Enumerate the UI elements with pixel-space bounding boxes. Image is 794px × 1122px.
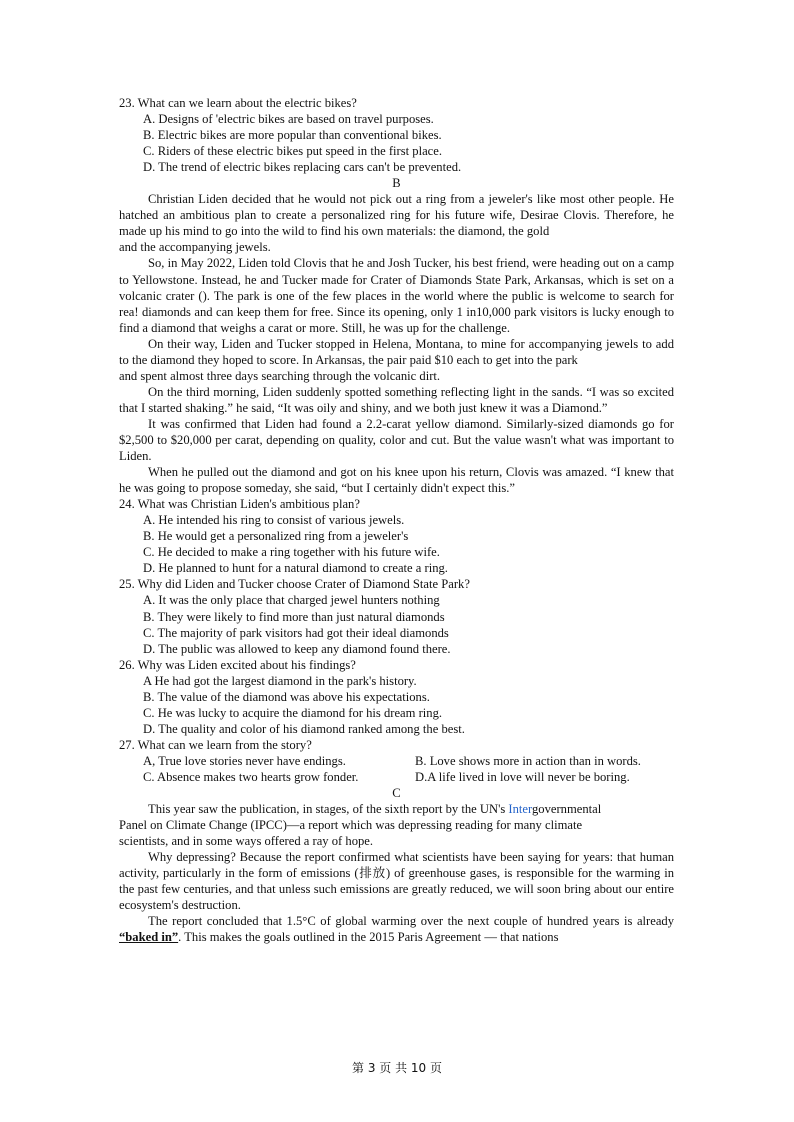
- options-row: [119, 769, 674, 785]
- question-stem: 24. What was Christian Liden's ambitious plan?: [119, 497, 360, 512]
- option-a: A. Designs of 'electric bikes are based on travel purposes.: [143, 112, 434, 127]
- option-c: C. Absence makes two hearts grow fonder.: [143, 769, 359, 784]
- paragraph-continuation: and spent almost three days searching through the volcanic dirt.: [119, 368, 441, 383]
- question-stem: 27. What can we learn from the story?: [119, 737, 312, 752]
- option-b: B. They were likely to find more than just natural diamonds: [143, 609, 445, 624]
- option-a: A, True love stories never have endings.: [143, 753, 346, 768]
- paragraph: [119, 913, 674, 945]
- option-a: A. He intended his ring to consist of various jewels.: [143, 513, 405, 528]
- paragraph: On their way, Liden and Tucker stopped in Helena, Montana, to mine for accompanying jewels to add to the diamond they hoped to score. In Arkansas, the pair paid $10 each to get into the park: [119, 336, 674, 367]
- underlined-phrase: “baked in”: [119, 930, 179, 945]
- option-c: C. He was lucky to acquire the diamond for his dream ring.: [143, 705, 443, 720]
- paragraph: So, in May 2022, Liden told Clovis that he and Josh Tucker, his best friend, were heading out on a camp to Yellowstone. Instead, he and Tucker made for Crater of Diamonds State Park, Arkansas, which is set on a volcanic crater (). The park is one of the few places in the world where the public is welcome to search for rea! diamonds and can keep them for free. Since its opening, only 1 in10,000 park visitors is lucky enough to find a diamond that weighs a carat or more. Still, he was up for the challenge.: [119, 256, 674, 335]
- highlighted-text: Inter: [508, 802, 532, 817]
- text-segment: governmental: [531, 802, 602, 817]
- option-d: D. The public was allowed to keep any diamond found there.: [143, 641, 451, 656]
- question-23: [119, 95, 674, 175]
- document-page: [119, 95, 674, 945]
- option-a: A He had got the largest diamond in the park's history.: [143, 673, 417, 688]
- option-b: B. He would get a personalized ring from a jeweler's: [143, 529, 409, 544]
- paragraph: Why depressing? Because the report confirmed what scientists have been saying for years: that human activity, particularly in the form of emissions (排放) of greenhouse gases, is responsible for the warming in the past few centuries, and that unless such emissions are greatly reduced, we will soon bring about our entire ecosystem's destruction.: [119, 850, 674, 913]
- option-b: B. Electric bikes are more popular than conventional bikes.: [143, 128, 442, 143]
- paragraph: When he pulled out the diamond and got on his knee upon his return, Clovis was amazed. “I knew that he was going to propose someday, she said, “but I certainly didn't expect this.”: [119, 465, 674, 496]
- option-b: B. Love shows more in action than in words.: [415, 753, 641, 768]
- text-segment: The report concluded that 1.5°C of global warming over the next couple of hundred years is already: [148, 914, 674, 929]
- page-footer: 第 3 页 共 10 页: [352, 1061, 442, 1075]
- paragraph: Christian Liden decided that he would not pick out a ring from a jeweler's like most other people. He hatched an ambitious plan to create a personalized ring for his future wife, Desirae Clovis. Therefore, he made up his mind to go into the wild to find his own materials: the diamond, the gold: [119, 192, 674, 239]
- option-d: D. He planned to hunt for a natural diamond to create a ring.: [143, 561, 448, 576]
- paragraph-continuation: and the accompanying jewels.: [119, 240, 271, 255]
- question-25: [119, 576, 674, 656]
- option-b: B. The value of the diamond was above his expectations.: [143, 689, 430, 704]
- option-c: C. The majority of park visitors had got their ideal diamonds: [143, 625, 449, 640]
- text-segment: . This makes the goals outlined in the 2015 Paris Agreement — that nations: [178, 930, 559, 945]
- passage-heading: B: [392, 176, 401, 191]
- paragraph-line: Panel on Climate Change (IPCC)—a report which was depressing reading for many climate: [119, 818, 583, 833]
- question-stem: 26. Why was Liden excited about his findings?: [119, 657, 356, 672]
- options-row: [119, 753, 674, 769]
- option-d: D.A life lived in love will never be boring.: [415, 769, 630, 784]
- option-d: D. The quality and color of his diamond ranked among the best.: [143, 721, 465, 736]
- text-segment: This year saw the publication, in stages, of the sixth report by the UN's: [148, 802, 509, 817]
- question-stem: 23. What can we learn about the electric bikes?: [119, 96, 357, 110]
- option-a: A. It was the only place that charged jewel hunters nothing: [143, 593, 440, 608]
- paragraph-line: scientists, and in some ways offered a ray of hope.: [119, 834, 374, 849]
- option-c: C. Riders of these electric bikes put speed in the first place.: [143, 144, 443, 159]
- question-stem: 25. Why did Liden and Tucker choose Crater of Diamond State Park?: [119, 577, 470, 592]
- question-27: [119, 737, 674, 785]
- paragraph: It was confirmed that Liden had found a 2.2-carat yellow diamond. Similarly-sized diamonds go for $2,500 to $20,000 per carat, depending on quality, color and cut. But the value wasn't what was important to Liden.: [119, 416, 674, 464]
- passage-c: [119, 785, 674, 945]
- passage-b: [119, 175, 674, 496]
- option-c: C. He decided to make a ring together with his future wife.: [143, 545, 440, 560]
- paragraph: On the third morning, Liden suddenly spotted something reflecting light in the sands. “I was so excited that I started shaking.” he said, “It was oily and shiny, and we both just knew it was a Diamond.”: [119, 384, 674, 415]
- question-24: [119, 496, 674, 576]
- option-d: D. The trend of electric bikes replacing cars can't be prevented.: [143, 160, 462, 175]
- passage-heading: C: [392, 786, 401, 801]
- paragraph-line: [119, 801, 674, 817]
- question-26: [119, 657, 674, 737]
